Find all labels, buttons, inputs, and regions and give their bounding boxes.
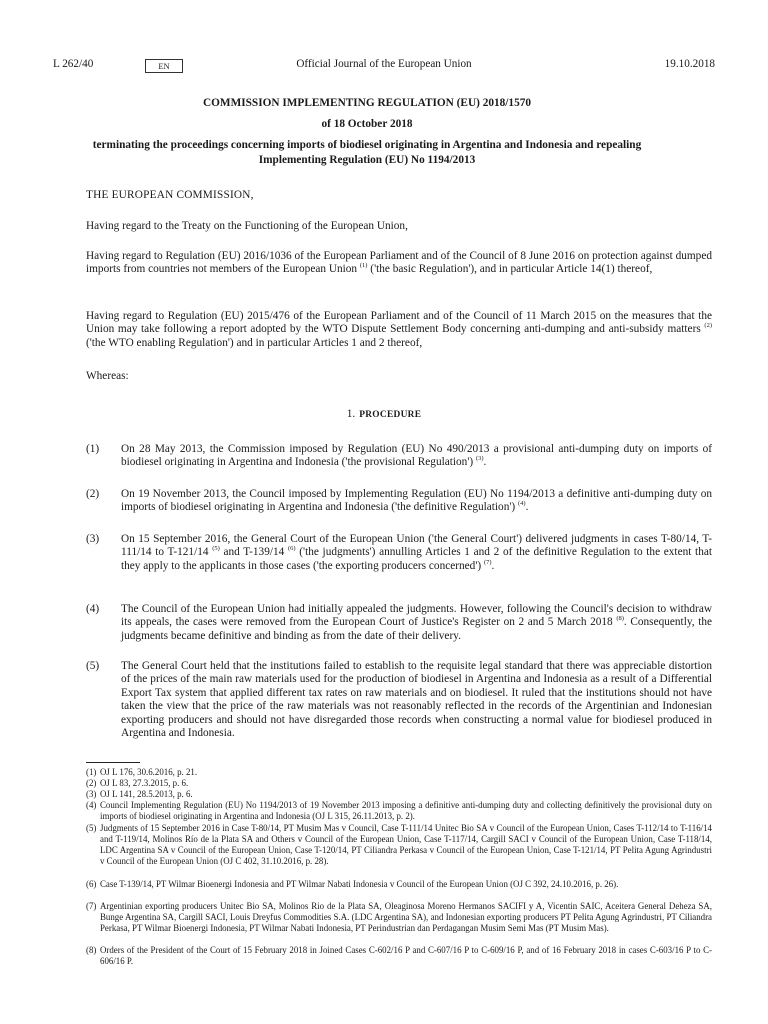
footnote: (3) OJ L 141, 28.5.2013, p. 6. (86, 789, 193, 799)
footnote: (5) Judgments of 15 September 2016 in Case T-80/14, PT Musim Mas v Council, Case T-111/14 Unitec Bio SA v Council of the European Union, Cases T-112/14 to T-116/14 and T-119/14, Molinos Río de la Plata SA and Others v Council of the European Union, Case T-117/14, Cargill SACI v Council of the European Union, Case T-118/14, LDC Argentina SA v Council of the European Union, Case T-120/14, PT Ciliandra Perkasa v Council of the European Union, Case T-121/14, PT Pelita Agung Agrindustri v Council of the European Union (OJ C 402, 31.10.2016, p. 28). (86, 823, 712, 867)
footnote: (7) Argentinian exporting producers Unitec Bio SA, Molinos Rio de la Plata SA, Oleaginosa Moreno Hermanos SACIFI y A, Vicentin SAIC, Aceitera General Deheza SA, Bunge Argentina SA, Cargill SACI, Louis Dreyfus Commodities S.A. (LDC Argentina SA), and Indonesian exporting producers PT Pelita Agung Agrindustri, PT Ciliandra Perkasa, PT Wilmar Bioenergi Indonesia, PT Wilmar Nabati Indonesia, PT Perindustrian dan Perdagangan Musim Semi Mas (PT Musim Mas). (86, 901, 712, 934)
footnote-divider (86, 762, 140, 763)
recital-number: (2) (86, 488, 100, 500)
footnote-ref: (2) (704, 322, 712, 330)
journal-date: 19.10.2018 (664, 58, 715, 70)
regulation-title: COMMISSION IMPLEMENTING REGULATION (EU) 2018/1570 (202, 97, 532, 109)
regulation-subject: terminating the proceedings concerning imports of biodiesel originating in Argentina and Indonesia and repealing Implementing Regulation (EU) No 1194/2013 (92, 139, 642, 166)
footnote: (2) OJ L 83, 27.3.2015, p. 6. (86, 778, 189, 788)
recital-number: (5) (86, 660, 100, 672)
footnote: (6) Case T-139/14, PT Wilmar Bioenergi Indonesia and PT Wilmar Nabati Indonesia v Council of the European Union (OJ C 392, 24.10.2016, p. 26). (86, 879, 619, 889)
footnote: (4) Council Implementing Regulation (EU) No 1194/2013 of 19 November 2013 imposing a definitive anti-dumping duty and collecting definitively the provisional duty on imports of biodiesel originating in Argentina and Indonesia (OJ L 315, 26.11.2013, p. 2). (86, 800, 712, 822)
recital-text: On 28 May 2013, the Commission imposed by Regulation (EU) No 490/2013 a provisional anti-dumping duty on imports of biodiesel originating in Argentina and Indonesia ('the provisional Regulation') $^{(3)}$. (121, 443, 712, 469)
recital-text: The General Court held that the institutions failed to establish to the requisite legal standard that there was appreciable distortion of the prices of the main raw materials used for the production of biodiesel in Argentina and Indonesia as a result of a Differential Export Tax system that applied different tax rates on raw materials and on biodiesel. It ruled that the institutions should not have taken the view that the price of the raw materials was not reasonably reflected in the records of the Argentinian and Indonesian exporting producers and should not have disregarded those records when constructing a normal value for biodiesel produced in Argentina and Indonesia. (121, 660, 712, 740)
recital-number: (4) (86, 603, 100, 615)
journal-title: Official Journal of the European Union (296, 58, 472, 70)
preamble-treaty: Having regard to the Treaty on the Functioning of the European Union, (86, 220, 408, 232)
recital-text: On 19 November 2013, the Council imposed by Implementing Regulation (EU) No 1194/2013 a definitive anti-dumping duty on imports of biodiesel originating in Argentina and Indonesia ('the definitive Regulation') $^{(4)}$. (121, 488, 712, 514)
footnote: (8) Orders of the President of the Court of 15 February 2018 in Joined Cases C-602/16 P and C-607/16 P to C-609/16 P, and of 16 February 2018 in cases C-603/16 P to C-606/16 P. (86, 945, 712, 967)
regulation-date: of 18 October 2018 (321, 118, 413, 130)
whereas-line: Whereas: (86, 370, 129, 382)
journal-reference: L 262/40 (53, 58, 94, 70)
footnote: (1) OJ L 176, 30.6.2016, p. 21. (86, 767, 198, 777)
recital-number: (1) (86, 443, 100, 455)
journal-header (53, 58, 715, 74)
footnote-ref: (1) (359, 262, 368, 270)
recital-text: On 15 September 2016, the General Court of the European Union ('the General Court') delivered judgments in cases T-80/14, T-111/14 to T-121/14 $^{(5)}$ and T-139/14 $^{(6)}$ ('the judgments') annulling Articles 1 and 2 of the definitive Regulation to the extent that they apply to the applicants in those cases ('the exporting producers concerned') $^{(7)}$. (121, 533, 712, 572)
language-badge: EN (145, 59, 183, 73)
preamble-basic-regulation: Having regard to Regulation (EU) 2016/1036 of the European Parliament and of the Council of 8 June 2016 on protection against dumped imports from countries not members of the European Union $^{(1)}$ ('the basic Regulation'), and in particular Article 14(1) thereof, (86, 250, 712, 276)
preamble-wto-regulation: Having regard to Regulation (EU) 2015/476 of the European Parliament and of the Council of 11 March 2015 on the measures that the Union may take following a report adopted by the WTO Dispute Settlement Body concerning anti-dumping and anti-subsidy matters $^{(2)}$ ('the WTO enabling Regulation') and in particular Articles 1 and 2 thereof, (86, 310, 712, 349)
commission-line: THE EUROPEAN COMMISSION, (86, 189, 254, 201)
recital-text: The Council of the European Union had initially appealed the judgments. However, following the Council's decision to withdraw its appeals, the cases were removed from the European Court of Justice's Register on 2 and 5 March 2018 $^{(8)}$. Consequently, the judgments became definitive and binding as from the date of their delivery. (121, 603, 712, 642)
section-heading: 1. PROCEDURE (346, 408, 422, 420)
recital-number: (3) (86, 533, 100, 545)
